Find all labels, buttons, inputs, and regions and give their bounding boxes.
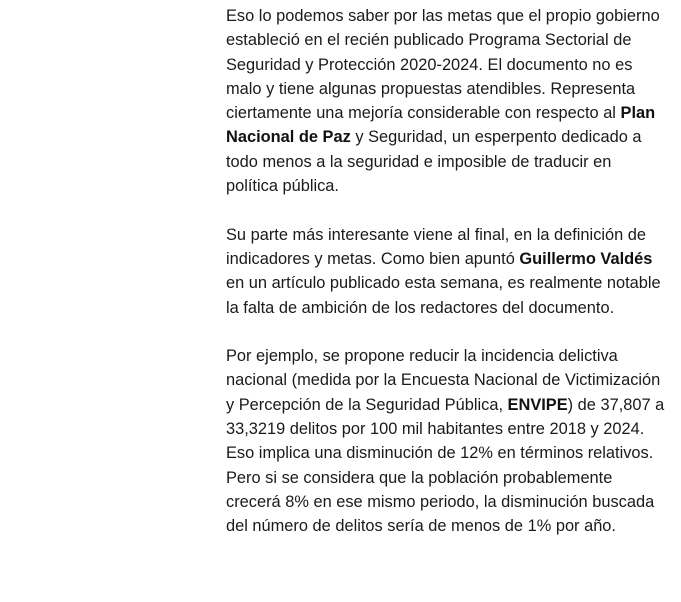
paragraph-text: en un artículo publicado esta semana, es realmente notable la falta de ambición de los redactores del documento. bbox=[226, 274, 661, 317]
paragraph-text: ) de 37,807 a 33,3219 delitos por 100 mil habitantes entre 2018 y 2024. Eso implica una disminución de 12% en términos relativos. Pero si se considera que la población probablemente crecerá 8% en ese mismo periodo, la disminución buscada del número de delitos sería de menos de 1% por año. bbox=[226, 395, 665, 536]
author-name-bold: Guillermo Valdés bbox=[519, 249, 653, 268]
article-paragraph bbox=[226, 223, 666, 320]
survey-acronym-bold: ENVIPE bbox=[507, 395, 568, 414]
plan-nacional-link-text: Plan Nacional de Paz bbox=[226, 104, 656, 147]
article-body bbox=[226, 4, 666, 539]
paragraph-text: Su parte más interesante viene al final, en la definición de indicadores y metas. Como bien apuntó bbox=[226, 225, 647, 268]
paragraph-text: Por ejemplo, se propone reducir la incidencia delictiva nacional (medida por la Encuesta Nacional de Victimización y Percepción de la Seguridad Pública, bbox=[226, 347, 661, 414]
article-paragraph bbox=[226, 344, 666, 538]
paragraph-text: y Seguridad, un esperpento dedicado a todo menos a la seguridad e imposible de traducir en política pública. bbox=[226, 128, 642, 196]
paragraph-text: Eso lo podemos saber por las metas que el propio gobierno estableció en el recién publicado Programa Sectorial de Seguridad y Protección 2020-2024. El documento no es malo y tiene algunas propuestas atendibles. Representa ciertamente una mejoría considerable con respecto al bbox=[226, 7, 660, 123]
article-paragraph bbox=[226, 4, 666, 198]
